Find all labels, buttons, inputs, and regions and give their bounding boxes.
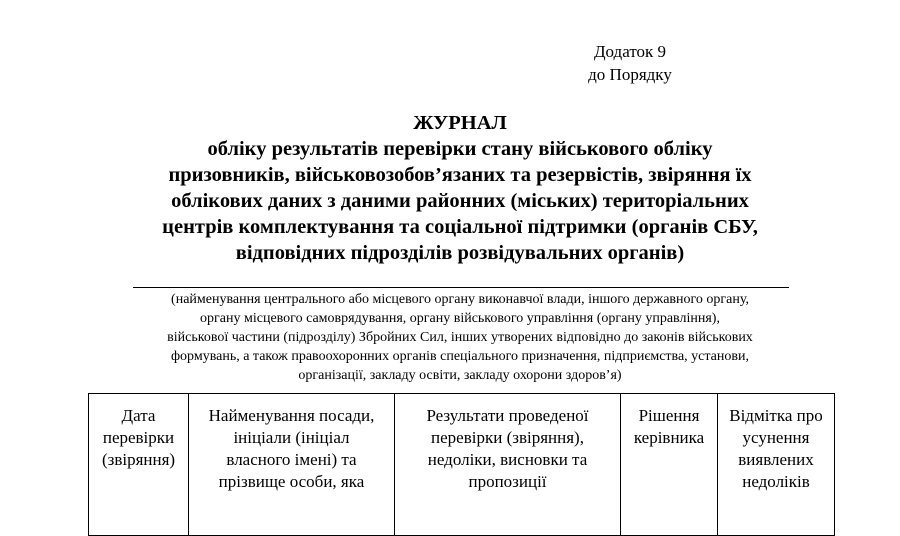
- header-line: недоліків: [742, 472, 810, 491]
- caption-line: військової частини (підрозділу) Збройних Сил, інших утворених відповідно до законів військових: [167, 330, 753, 345]
- header-line: власного імені) та: [226, 450, 357, 469]
- title-line: відповідних підрозділів розвідувальних органів): [235, 242, 685, 264]
- organization-blank-line: [133, 287, 789, 288]
- journal-heading: ЖУРНАЛ: [413, 112, 507, 134]
- header-manager-decision: [621, 394, 718, 536]
- annex-number: Додаток 9: [593, 42, 667, 61]
- header-line: перевірки (звіряння),: [431, 428, 584, 447]
- journal-table: [88, 393, 835, 536]
- header-line: Дата: [121, 406, 156, 425]
- organization-caption: [60, 290, 860, 385]
- caption-line: формувань, а також правоохоронних органів спеціального призначення, підприємства, установи,: [170, 349, 749, 364]
- caption-line: (найменування центрального або місцевого органу виконавчої влади, іншого державного органу,: [171, 292, 749, 307]
- header-line: Найменування посади,: [208, 406, 375, 425]
- header-line: усунення: [742, 428, 810, 447]
- annex-reference: [560, 40, 700, 86]
- annex-order-ref: до Порядку: [588, 65, 672, 84]
- header-line: виявлених: [738, 450, 814, 469]
- caption-line: органу місцевого самоврядування, органу військового управління (органу управління),: [200, 311, 720, 326]
- header-check-date: [89, 394, 189, 536]
- header-line: недоліки, висновки та: [427, 450, 588, 469]
- header-line: Результати проведеної: [426, 406, 589, 425]
- header-line: Відмітка про: [729, 406, 823, 425]
- header-inspector: [189, 394, 395, 536]
- header-line: ініціали (ініціал: [233, 428, 350, 447]
- header-line: (звіряння): [101, 450, 176, 469]
- header-line: Рішення: [638, 406, 700, 425]
- title-line: обліку результатів перевірки стану військового обліку: [207, 138, 713, 160]
- title-line: облікових даних з даними районних (міських) територіальних: [171, 190, 749, 212]
- header-results: [395, 394, 621, 536]
- table-header-row: [89, 394, 835, 536]
- header-fix-mark: [718, 394, 835, 536]
- title-line: центрів комплектування та соціальної підтримки (органів СБУ,: [162, 216, 758, 238]
- header-line: пропозиції: [468, 472, 547, 491]
- caption-line: організації, закладу освіти, закладу охорони здоров’я): [298, 368, 622, 383]
- header-line: керівника: [633, 428, 705, 447]
- title-line: призовників, військовозобов’язаних та резервістів, звіряння їх: [168, 164, 752, 186]
- journal-title: [60, 110, 860, 266]
- header-line: прізвище особи, яка: [218, 472, 365, 491]
- header-line: перевірки: [102, 428, 175, 447]
